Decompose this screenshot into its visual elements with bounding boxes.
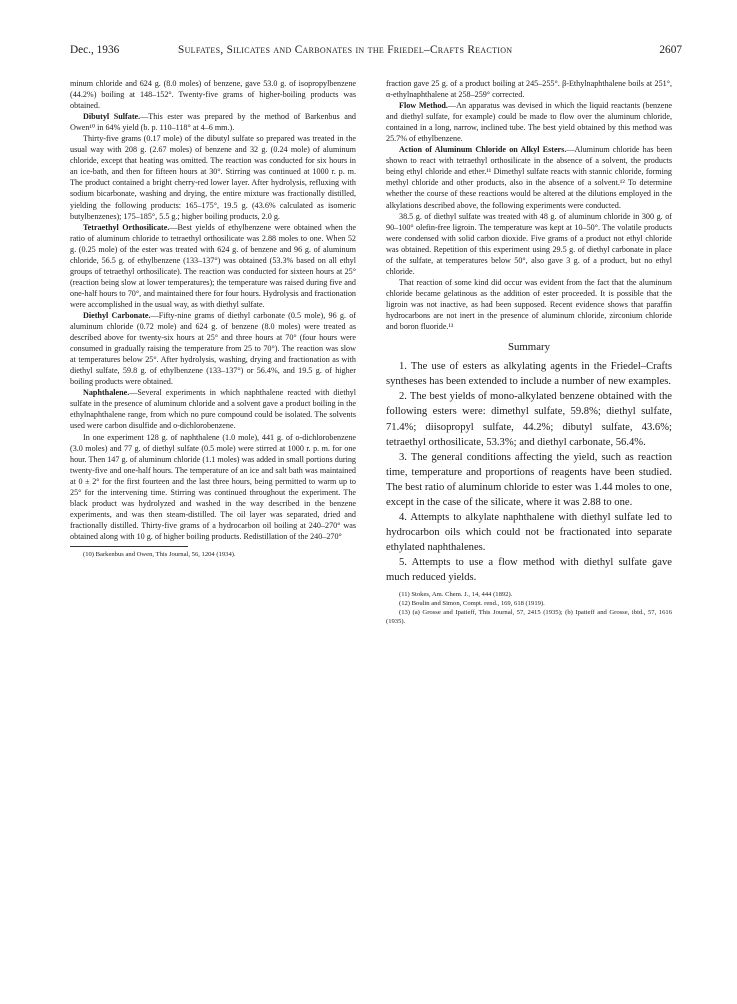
- footnote: (13) (a) Grosse and Ipatieff, This Journal, 57, 2415 (1935); (b) Ipatieff and Grosse, ibid., 57, 1616 (1935).: [386, 609, 672, 626]
- section-heading: Naphthalene.: [83, 388, 130, 398]
- paragraph: In one experiment 128 g. of naphthalene (1.0 mole), 441 g. of o-dichlorobenzene (3.0 moles) and 77 g. of diethyl sulfate (0.5 mole) were stirred at 1000 r. p. m. for one hour. Then 147 g. of aluminum chloride (1.1 moles) was added in small portions during twenty-five and one-half hours. The temperature of an ice and salt bath was maintained at 0 ± 2° for the first fourteen and the last three hours, being permitted to warm up to 25° for the intervening time. Stirring was continued throughout the experiment. The black product was hydrolyzed and washed in the way described in the benzene experiments, and was then steam-distilled. The oil layer was separated, dried and fractionally distilled. Thirty-five grams of a hydrocarbon oil boiling at 240–270° was obtained along with 10 g. of higher boiling products. Redistillation of the 240–270°: [70, 432, 356, 541]
- footnote: (10) Barkenbus and Owen, This Journal, 56, 1204 (1934).: [83, 550, 236, 558]
- paragraph: [70, 310, 356, 387]
- summary-item: 2. The best yields of mono-alkylated benzene obtained with the following esters were: dimethyl sulfate, 59.8%; diethyl sulfate, 71.4%; diisopropyl sulfate, 44.2%; dibutyl sulfate, 43.6%; tetraethyl orthosilicate, 53.3%; and diethyl carbonate, 56.4%.: [386, 391, 672, 448]
- paragraph-text: —An apparatus was devised in which the liquid reactants (benzene and diethyl sulfate, for example) could be made to flow over the aluminum chloride, contained in a long, narrow, inclined tube. The best yield obtained by this method was 25.7% of ethylbenzene.: [386, 101, 672, 144]
- footnote: (12) Boulin and Simon, Compt. rend., 169, 618 (1919).: [399, 599, 545, 607]
- paragraph-text: —Aluminum chloride has been shown to react with tetraethyl orthosilicate in the absence of a solvent, the products being ethyl chloride and ether.¹¹ Dimethyl sulfate reacts with stannic chloride, forming methyl chloride and other products, also in the absence of a solvent.¹² To determine whether the course of these reactions would be altered at the dilutions employed in the alkylations described above, the following experiments were conducted.: [386, 145, 673, 210]
- paragraph-text: —Fifty-nine grams of diethyl carbonate (0.5 mole), 96 g. of aluminum chloride (0.72 mole) and 624 g. of benzene (8.0 moles) were treated as described above for twenty-six hours at 25° and three hours at 70° (four hours were consumed in gradually raising the temperature from 25 to 70°). The reaction was slow at temperatures below 25°. After hydrolysis, washing, drying and fractionation as with diethyl sulfate, 59.8 g. of ethylbenzene (133–137°) or 56.4%, and 19.5 g. of higher boiling products were obtained.: [70, 310, 356, 387]
- paragraph: [70, 387, 356, 431]
- footnote-rule: [70, 546, 188, 547]
- summary-item: 1. The use of esters as alkylating agents in the Friedel–Crafts syntheses has been extended to include a number of new examples.: [386, 361, 672, 388]
- summary-item: 4. Attempts to alkylate naphthalene with diethyl sulfate led to hydrocarbon oils which could not be fractionated into separate ethylated naphthalenes.: [386, 512, 672, 554]
- paragraph: That reaction of some kind did occur was evident from the fact that the aluminum chloride became gelatinous as the addition of ester proceeded. It is possible that the ligroin was not inactive, as had been supposed. Recent evidence shows that paraffin hydrocarbons are not inert in the presence of aluminum chloride, zirconium chloride and boron fluoride.¹³: [386, 277, 672, 332]
- paragraph-text: —This ester was prepared by the method of Barkenbus and Owen¹⁰ in 64% yield (b. p. 110–118° at 4–6 mm.).: [70, 112, 356, 133]
- page-number: 2607: [659, 44, 682, 56]
- paragraph: [386, 100, 672, 144]
- paragraph-text: —Several experiments in which naphthalene reacted with diethyl sulfate in the presence of aluminum chloride and a solvent gave a product boiling in the ethylnaphthalene range, from which no pure compound could be isolated. The solvents used were carbon disulfide and o-dichlorobenzene.: [70, 388, 356, 431]
- left-column: [70, 78, 356, 559]
- section-heading: Dibutyl Sulfate.: [83, 112, 141, 122]
- paragraph: [386, 144, 672, 210]
- header-date: Dec., 1936: [70, 44, 120, 56]
- paragraph-text: —Best yields of ethylbenzene were obtained when the ratio of aluminum chloride to tetraethyl orthosilicate was 2.88 moles to one. When 52 g. (0.25 mole) of the ester was treated with 624 g. of benzene and 96 g. of aluminum chloride, 56.5 g. of ethylbenzene (133–137°) was obtained (53.3% based on all ethyl groups of tetraethyl orthosilicate). The reaction was conducted for sixteen hours at 25° (reaction being slow at lower temperatures); the temperature was raised during five and one-half hours to 70°, and maintained there for four hours. Hydrolysis and fractionation were accomplished in the usual way, as with diethyl sulfate.: [70, 222, 356, 309]
- paragraph: [70, 111, 356, 133]
- section-heading: Flow Method.: [399, 101, 448, 111]
- right-column: [386, 78, 672, 627]
- summary-item: 5. Attempts to use a flow method with diethyl sulfate gave much reduced yields.: [386, 557, 672, 584]
- paragraph: Thirty-five grams (0.17 mole) of the dibutyl sulfate so prepared was treated in the usual way with 208 g. (2.67 moles) of benzene and 32 g. (0.24 mole) of aluminum chloride, except that heating was omitted. The reaction was conducted for six hours in an ice-bath, and then for fifteen hours at 30°. Stirring was continued at 1000 r. p. m. The product contained a bright cherry-red lower layer. After hydrolysis, refluxing with sodium bicarbonate, washing and drying, the entire mixture was fractionally distilled, yielding the following products: 165–175°, 19.5 g. (43.6% calculated as isomeric butylbenzenes); 175–185°, 5.5 g.; higher boiling products, 2.0 g.: [70, 134, 356, 221]
- paragraph: minum chloride and 624 g. (8.0 moles) of benzene, gave 53.0 g. of isopropylbenzene (44.2%) boiling at 148–152°. Twenty-five grams of higher-boiling products was obtained.: [70, 79, 356, 111]
- paragraph: fraction gave 25 g. of a product boiling at 245–255°. β-Ethylnaphthalene boils at 251°, α-ethylnaphthalene at 258–259° corrected.: [386, 79, 672, 100]
- footnote: (11) Stokes, Am. Chem. J., 14, 444 (1892).: [399, 590, 513, 598]
- paragraph: 38.5 g. of diethyl sulfate was treated with 48 g. of aluminum chloride in 300 g. of 90–100° olefin-free ligroin. The temperature was kept at 10–50°. The volatile products were condensed with solid carbon dioxide. Five grams of a product not ethyl chloride was obtained. Repetition of this experiment using 29.5 g. of diethyl carbonate in place of the sulfate, at temperatures below 50°, also gave 3 g. of a product, but no ethyl chloride.: [386, 211, 672, 276]
- header-title: Sulfates, Silicates and Carbonates in the Friedel–Crafts Reaction: [178, 44, 513, 56]
- section-heading: Tetraethyl Orthosilicate.: [83, 222, 170, 232]
- running-header: [70, 44, 682, 60]
- summary-item: 3. The general conditions affecting the yield, such as reaction time, temperature and proportions of reagents have been studied. The best ratio of aluminum chloride to ester was 1.44 moles to one, except in the case of the silicate, where it was 2.88 to one.: [386, 451, 672, 508]
- summary-heading: Summary: [508, 341, 550, 354]
- section-heading: Action of Aluminum Chloride on Alkyl Esters.: [399, 145, 567, 155]
- section-heading: Diethyl Carbonate.: [83, 310, 151, 320]
- paragraph: [70, 222, 356, 310]
